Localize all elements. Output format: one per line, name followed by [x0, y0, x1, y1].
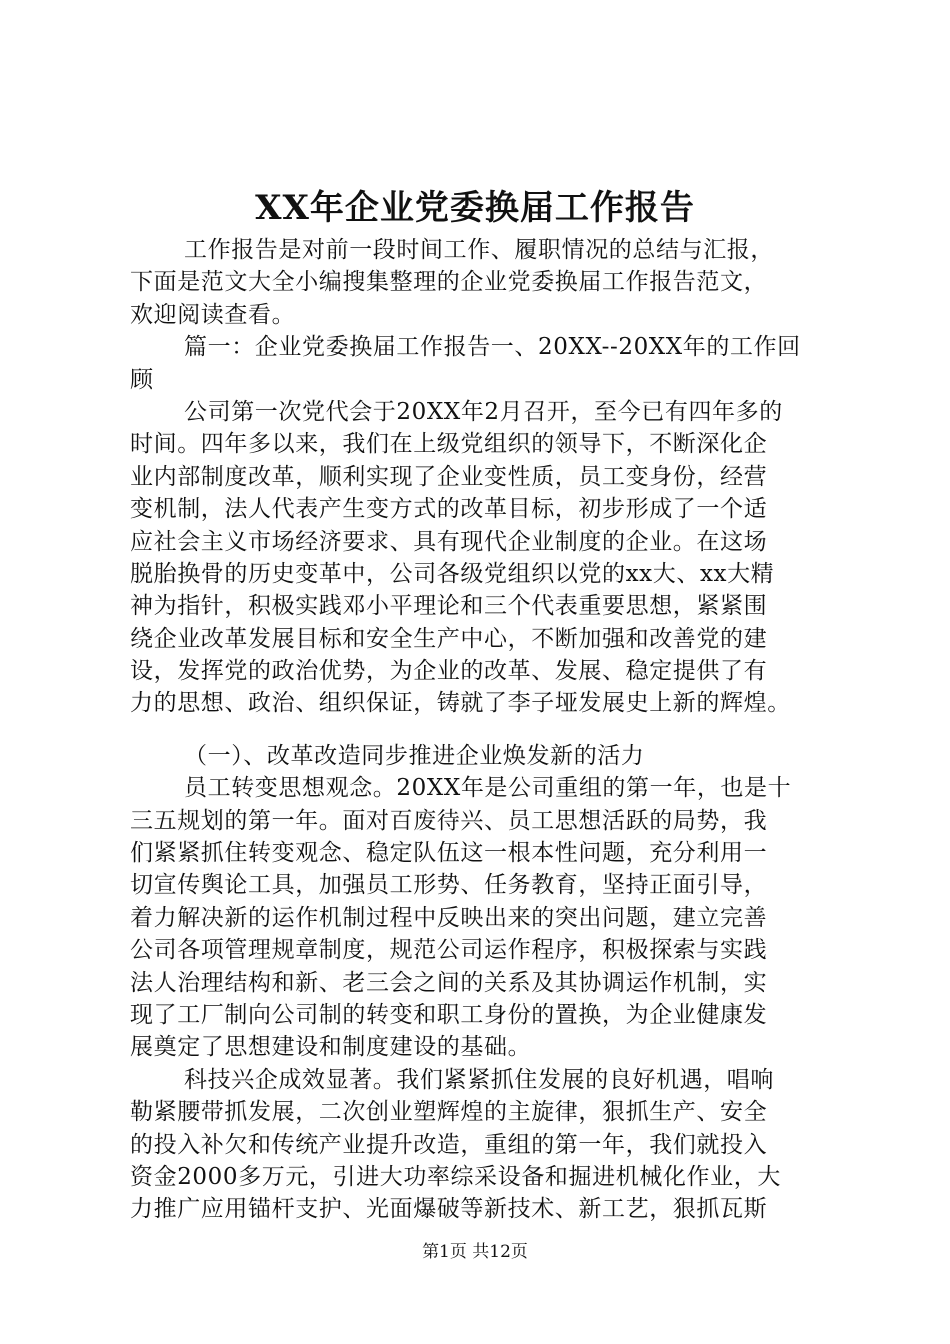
paragraph-line: 的投入补欠和传统产业提升改造，重组的第一年，我们就投入 — [130, 1131, 768, 1158]
document-title: XX年企业党委换届工作报告 — [255, 188, 695, 228]
paragraph-line: 欢迎阅读查看。 — [130, 301, 296, 328]
page-footer: 第1页 共12页 — [422, 1242, 528, 1262]
paragraph-line: 设，发挥党的政治优势，为企业的改革、发展、稳定提供了有 — [130, 658, 768, 685]
section-heading: （一）、改革改造同步推进企业焕发新的活力 — [184, 742, 645, 769]
paragraph-gap — [130, 720, 830, 740]
paragraph-line: 绕企业改革发展目标和安全生产中心，不断加强和改善党的建 — [130, 625, 768, 652]
paragraph-line: 神为指针，积极实践邓小平理论和三个代表重要思想，紧紧围 — [130, 593, 768, 620]
paragraph-line: 三五规划的第一年。面对百废待兴、员工思想活跃的局势，我 — [130, 807, 768, 834]
paragraph-line: 应社会主义市场经济要求、具有现代企业制度的企业。在这场 — [130, 528, 768, 555]
paragraph-line: 公司各项管理规章制度，规范公司运作程序，积极探索与实践 — [130, 937, 768, 964]
paragraph-line: 展奠定了思想建设和制度建设的基础。 — [130, 1034, 532, 1061]
paragraph-line: 脱胎换骨的历史变革中，公司各级党组织以党的xx大、xx大精 — [130, 560, 775, 587]
paragraph-line: 科技兴企成效显著。我们紧紧抓住发展的良好机遇，唱响 — [184, 1066, 774, 1093]
paragraph-line: 法人治理结构和新、老三会之间的关系及其协调运作机制，实 — [130, 969, 768, 996]
paragraph-line: 业内部制度改革，顺利实现了企业变性质，员工变身份，经营 — [130, 463, 768, 490]
paragraph-line: 公司第一次党代会于20XX年2月召开，至今已有四年多的 — [184, 398, 783, 425]
paragraph-line: 切宣传舆论工具，加强员工形势、任务教育，坚持正面引导， — [130, 872, 768, 899]
paragraph-line: 着力解决新的运作机制过程中反映出来的突出问题，建立完善 — [130, 904, 768, 931]
paragraph-line: 篇一：企业党委换届工作报告一、20XX--20XX年的工作回 — [184, 334, 801, 361]
paragraph-line: 顾 — [130, 366, 154, 393]
paragraph-line: 力推广应用锚杆支护、光面爆破等新技术、新工艺，狠抓瓦斯 — [130, 1196, 768, 1223]
document-body — [130, 234, 830, 1226]
paragraph-line: 员工转变思想观念。20XX年是公司重组的第一年，也是十 — [184, 775, 792, 802]
paragraph-line: 资金2000多万元，引进大功率综采设备和掘进机械化作业，大 — [130, 1163, 781, 1190]
paragraph-line: 勒紧腰带抓发展，二次创业塑辉煌的主旋律，狠抓生产、安全 — [130, 1099, 768, 1126]
paragraph-line: 力的思想、政治、组织保证，铸就了李子垭发展史上新的辉煌。 — [130, 690, 791, 717]
paragraph-line: 时间。四年多以来，我们在上级党组织的领导下，不断深化企 — [130, 431, 768, 458]
paragraph-line: 下面是范文大全小编搜集整理的企业党委换届工作报告范文， — [130, 269, 768, 296]
paragraph-line: 变机制，法人代表产生变方式的改革目标，初步形成了一个适 — [130, 496, 768, 523]
paragraph-line: 工作报告是对前一段时间工作、履职情况的总结与汇报， — [184, 237, 774, 263]
paragraph-line: 现了工厂制向公司制的转变和职工身份的置换，为企业健康发 — [130, 1001, 768, 1028]
paragraph-line: 们紧紧抓住转变观念、稳定队伍这一根本性问题，充分利用一 — [130, 840, 768, 867]
